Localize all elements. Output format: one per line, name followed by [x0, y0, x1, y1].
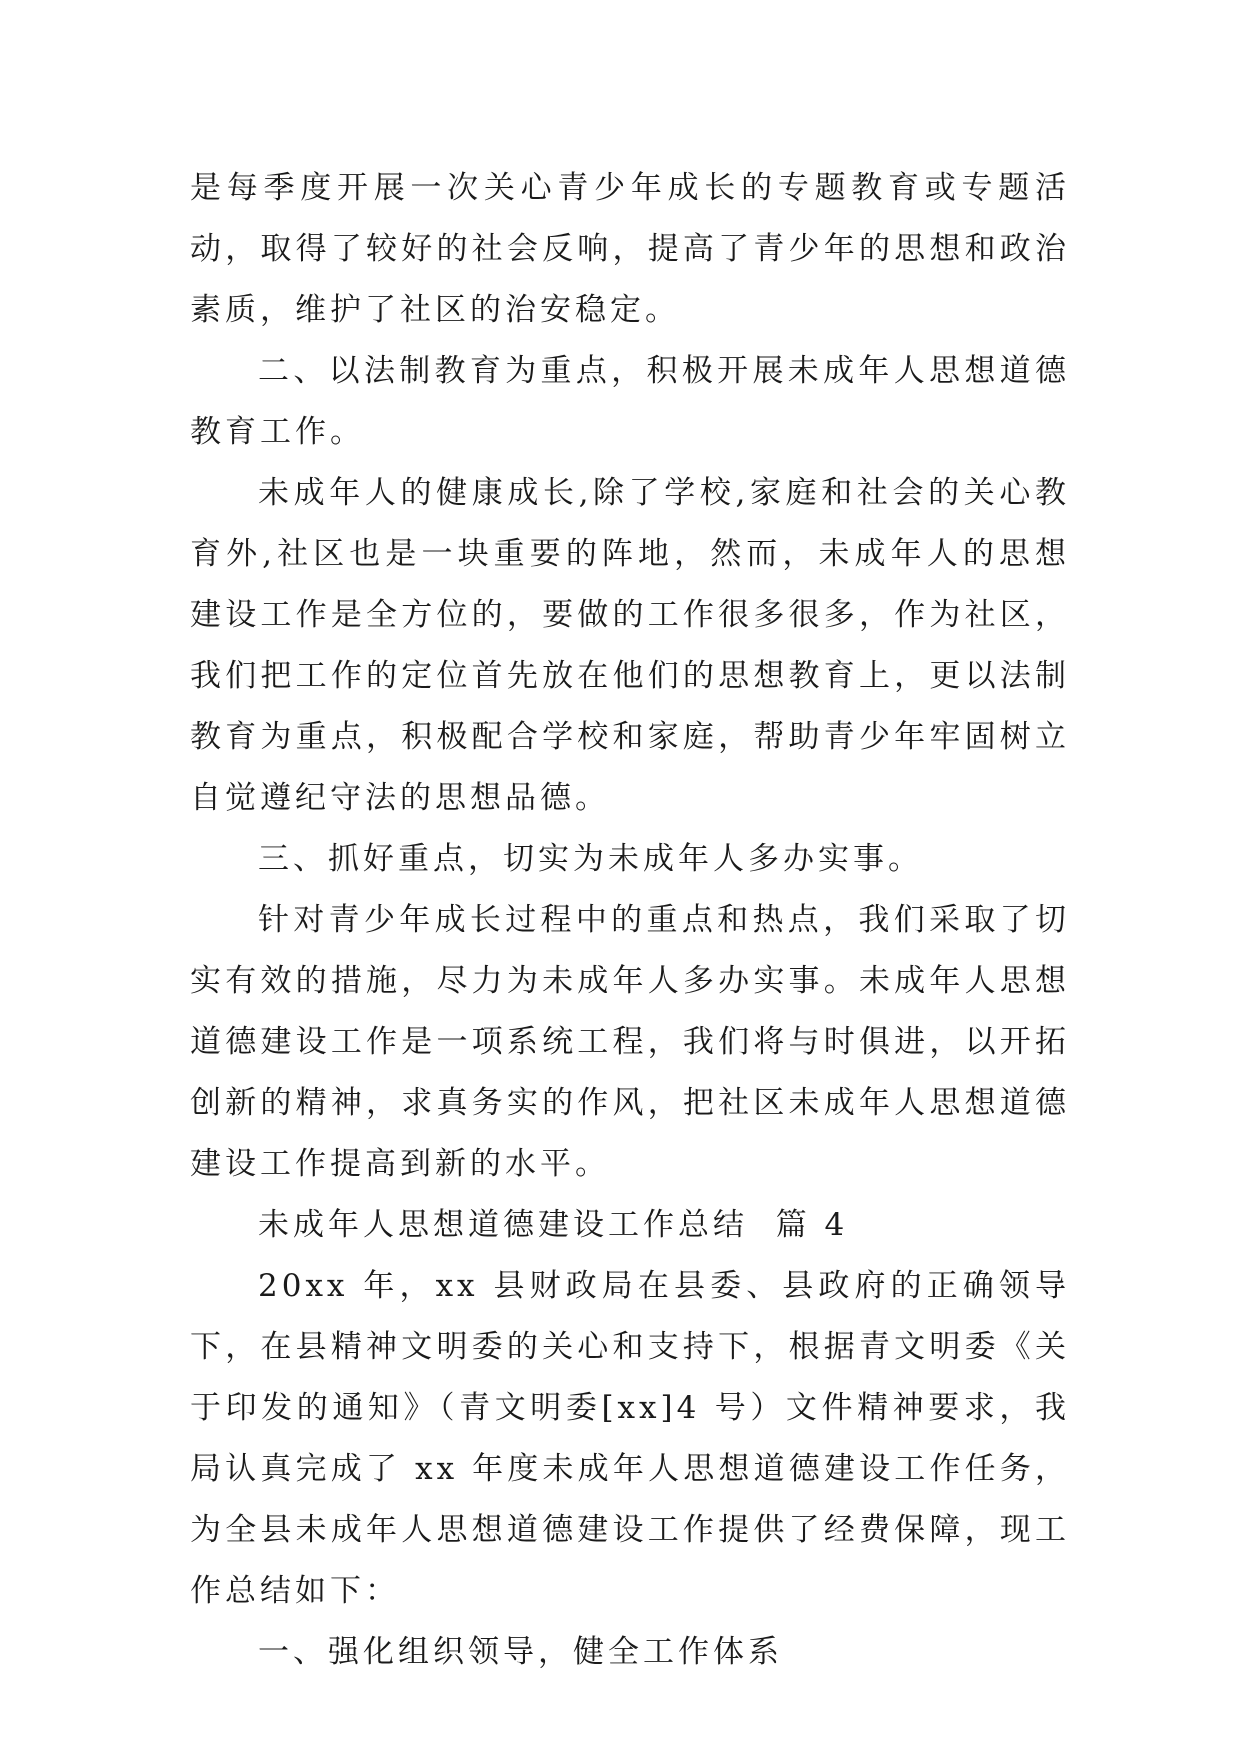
section-heading-2: 二、以法制教育为重点，积极开展未成年人思想道德教育工作。: [190, 353, 1070, 450]
section-heading-1: 一、强化组织领导，健全工作体系: [258, 1634, 783, 1670]
paragraph: 未成年人的健康成长,除了学校,家庭和社会的关心教育外,社区也是一块重要的阵地，然而，未成年人的思想建设工作是全方位的，要做的工作很多很多，作为社区，我们把工作的定位首先放在他们的思想教育上，更以法制教育为重点，积极配合学校和家庭，帮助青少年牢固树立自觉遵纪守法的思想品德。: [190, 475, 1070, 816]
paragraph: 针对青少年成长过程中的重点和热点，我们采取了切实有效的措施，尽力为未成年人多办实事。未成年人思想道德建设工作是一项系统工程，我们将与时俱进，以开拓创新的精神，求真务实的作风，把社区未成年人思想道德建设工作提高到新的水平。: [190, 902, 1070, 1182]
paragraph: 20xx 年，xx 县财政局在县委、县政府的正确领导下，在县精神文明委的关心和支持下，根据青文明委《关于印发的通知》（青文明委[xx]4 号）文件精神要求，我局认真完成了 xx 年度未成年人思想道德建设工作任务，为全县未成年人思想道德建设工作提供了经费保障，现工作总结如下：: [190, 1268, 1070, 1609]
article-title: 未成年人思想道德建设工作总结 篇 4: [258, 1207, 849, 1243]
paragraph-continuation: 是每季度开展一次关心青少年成长的专题教育或专题活动，取得了较好的社会反响，提高了青少年的思想和政治素质，维护了社区的治安稳定。: [190, 170, 1070, 328]
document-body: [190, 158, 1070, 1683]
section-heading-3: 三、抓好重点，切实为未成年人多办实事。: [258, 841, 923, 877]
